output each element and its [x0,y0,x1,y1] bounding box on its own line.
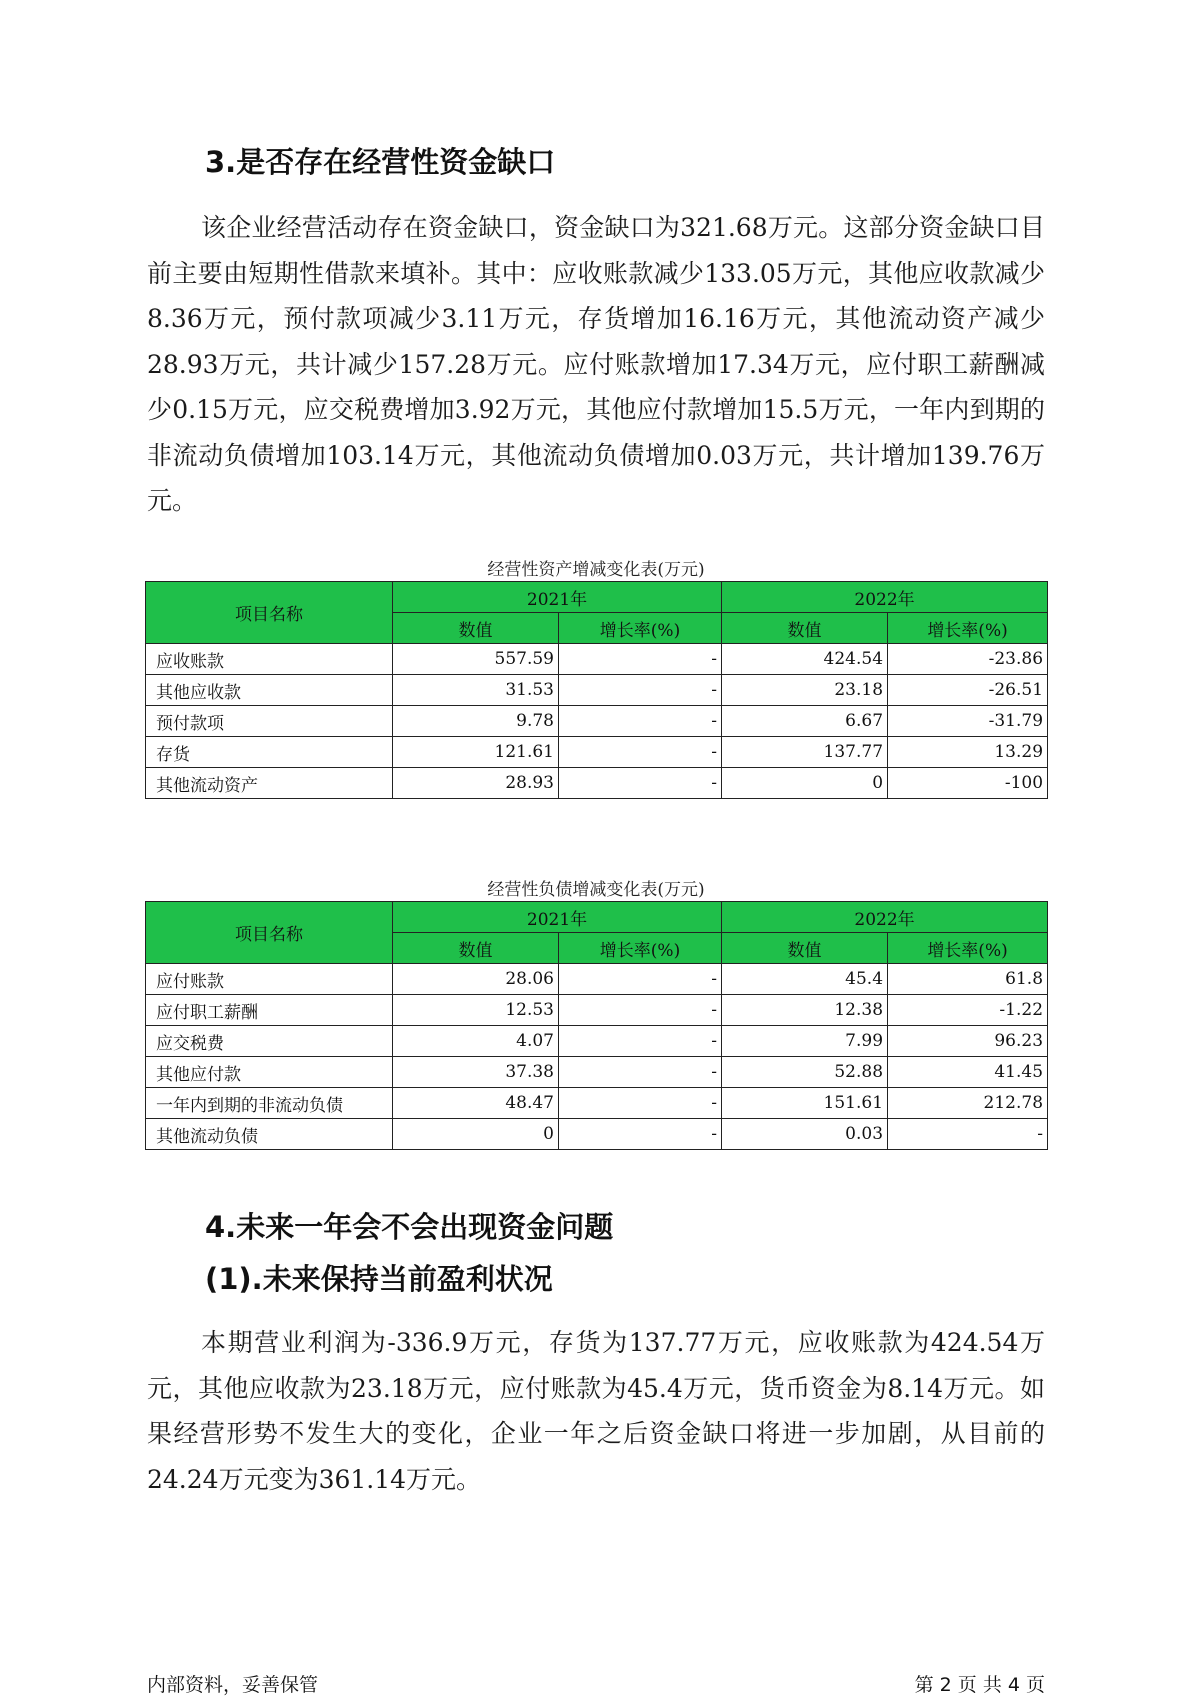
value-2022: 137.77 [722,737,888,768]
growth-2022: - [888,1119,1048,1150]
table-row [146,1026,1048,1057]
section-4-subheading: (1).未来保持当前盈利状况 [205,1262,553,1296]
value-2021: 121.61 [393,737,559,768]
value-2021: 0 [393,1119,559,1150]
table-row [146,995,1048,1026]
section-3-paragraph: 该企业经营活动存在资金缺口，资金缺口为321.68万元。这部分资金缺口目前主要由短期性借款来填补。其中：应收账款减少133.05万元，其他应收款减少8.36万元，预付款项减少3.11万元，存货增加16.16万元，其他流动资产减少28.93万元，共计减少157.28万元。应付账款增加17.34万元，应付职工薪酬减少0.15万元，应交税费增加3.92万元，其他应付款增加15.5万元，一年内到期的非流动负债增加103.14万元，其他流动负债增加0.03万元，共计增加139.76万元。 [147,213,1045,515]
header-year-2022: 2022年 [722,582,1048,613]
header-year-2022: 2022年 [722,902,1048,933]
header-growth-2022: 增长率(%) [888,613,1048,644]
growth-2021: - [559,1088,722,1119]
table-row [146,1119,1048,1150]
growth-2021: - [559,706,722,737]
header-item-name: 项目名称 [146,902,393,964]
growth-2021: - [559,768,722,799]
row-name: 其他流动负债 [146,1119,393,1150]
row-name: 其他应收款 [146,675,393,706]
row-name: 应付账款 [146,964,393,995]
value-2021: 48.47 [393,1088,559,1119]
table-row [146,706,1048,737]
row-name: 预付款项 [146,706,393,737]
value-2021: 28.06 [393,964,559,995]
value-2022: 0.03 [722,1119,888,1150]
growth-2022: -26.51 [888,675,1048,706]
header-growth-2021: 增长率(%) [559,613,722,644]
liabilities-table-caption: 经营性负债增减变化表(万元) [487,880,705,900]
growth-2022: 41.45 [888,1057,1048,1088]
growth-2021: - [559,644,722,675]
growth-2022: -31.79 [888,706,1048,737]
value-2022: 12.38 [722,995,888,1026]
header-value-2022: 数值 [722,933,888,964]
growth-2021: - [559,995,722,1026]
value-2021: 9.78 [393,706,559,737]
row-name: 其他流动资产 [146,768,393,799]
header-growth-2021: 增长率(%) [559,933,722,964]
table-row [146,1057,1048,1088]
table-row [146,737,1048,768]
section-3-heading: 3.是否存在经营性资金缺口 [205,145,556,179]
growth-2021: - [559,1026,722,1057]
growth-2022: 212.78 [888,1088,1048,1119]
section-4-heading: 4.未来一年会不会出现资金问题 [205,1210,614,1244]
value-2021: 557.59 [393,644,559,675]
liabilities-table [145,901,1048,1150]
growth-2022: 61.8 [888,964,1048,995]
header-value-2021: 数值 [393,613,559,644]
section-4-paragraph: 本期营业利润为-336.9万元，存货为137.77万元，应收账款为424.54万元，其他应收款为23.18万元，应付账款为45.4万元，货币资金为8.14万元。如果经营形势不发生大的变化，企业一年之后资金缺口将进一步加剧，从目前的24.24万元变为361.14万元。 [147,1328,1045,1494]
value-2022: 45.4 [722,964,888,995]
value-2022: 151.61 [722,1088,888,1119]
row-name: 应收账款 [146,644,393,675]
row-name: 应交税费 [146,1026,393,1057]
value-2021: 4.07 [393,1026,559,1057]
header-growth-2022: 增长率(%) [888,933,1048,964]
growth-2022: -1.22 [888,995,1048,1026]
liabilities-table-body [146,964,1048,1150]
growth-2021: - [559,1119,722,1150]
footer-confidential-note: 内部资料，妥善保管 [147,1674,319,1696]
value-2022: 0 [722,768,888,799]
growth-2021: - [559,964,722,995]
assets-table [145,581,1048,799]
header-value-2021: 数值 [393,933,559,964]
growth-2022: -23.86 [888,644,1048,675]
table-row [146,644,1048,675]
value-2022: 424.54 [722,644,888,675]
growth-2021: - [559,675,722,706]
row-name: 一年内到期的非流动负债 [146,1088,393,1119]
header-value-2022: 数值 [722,613,888,644]
table-row [146,675,1048,706]
header-year-2021: 2021年 [393,902,722,933]
row-name: 应付职工薪酬 [146,995,393,1026]
growth-2022: 96.23 [888,1026,1048,1057]
row-name: 存货 [146,737,393,768]
assets-table-body [146,644,1048,799]
footer-page-number: 第 2 页 共 4 页 [914,1674,1045,1696]
header-year-2021: 2021年 [393,582,722,613]
value-2021: 12.53 [393,995,559,1026]
value-2021: 28.93 [393,768,559,799]
growth-2022: 13.29 [888,737,1048,768]
growth-2021: - [559,1057,722,1088]
table-row [146,964,1048,995]
value-2021: 31.53 [393,675,559,706]
value-2022: 52.88 [722,1057,888,1088]
value-2022: 6.67 [722,706,888,737]
table-row [146,768,1048,799]
growth-2022: -100 [888,768,1048,799]
header-item-name: 项目名称 [146,582,393,644]
value-2022: 7.99 [722,1026,888,1057]
value-2022: 23.18 [722,675,888,706]
growth-2021: - [559,737,722,768]
assets-table-caption: 经营性资产增减变化表(万元) [487,560,705,580]
row-name: 其他应付款 [146,1057,393,1088]
value-2021: 37.38 [393,1057,559,1088]
table-row [146,1088,1048,1119]
